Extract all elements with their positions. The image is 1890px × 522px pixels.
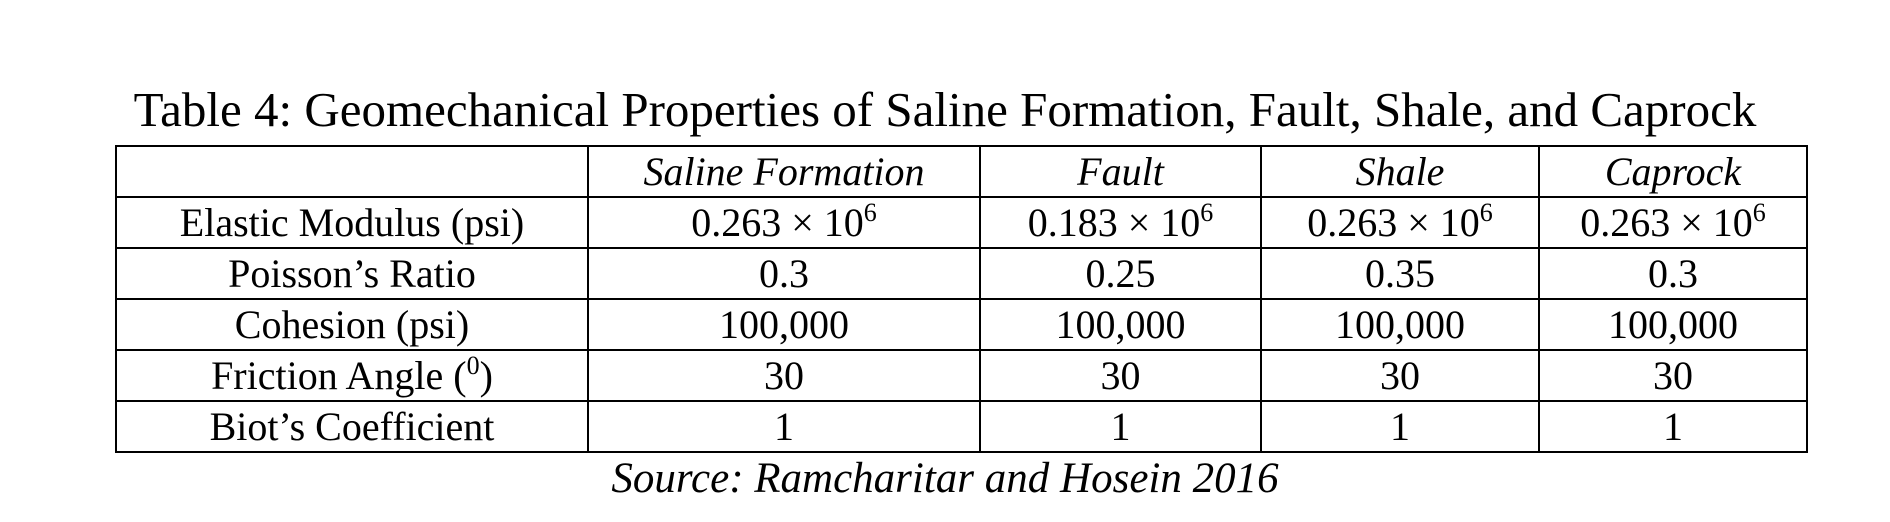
- row-label-poissons-ratio: Poisson’s Ratio: [116, 248, 588, 299]
- cell-cohesion-fault: 100,000: [980, 299, 1261, 350]
- table-row-elastic-modulus: [116, 197, 1807, 248]
- cell-mantissa: 0.263 × 10: [1307, 199, 1480, 245]
- cell-exponent: 6: [1479, 197, 1493, 227]
- cell-biots-coefficient-fault: 1: [980, 401, 1261, 452]
- geomechanical-properties-table: [115, 145, 1808, 453]
- cell-biots-coefficient-shale: 1: [1261, 401, 1539, 452]
- degree-superscript: 0: [466, 350, 480, 380]
- cell-elastic-modulus-caprock: [1539, 197, 1807, 248]
- table-caption: Table 4: Geomechanical Properties of Saline Formation, Fault, Shale, and Caprock: [133, 82, 1757, 137]
- row-label-friction-angle: [116, 350, 588, 401]
- table-row-friction-angle: [116, 350, 1807, 401]
- row-label-biots-coefficient: Biot’s Coefficient: [116, 401, 588, 452]
- cell-friction-angle-caprock: 30: [1539, 350, 1807, 401]
- cell-exponent: 6: [1752, 197, 1766, 227]
- table-source-note: Source: Ramcharitar and Hosein 2016: [611, 455, 1279, 502]
- cell-elastic-modulus-saline: [588, 197, 980, 248]
- table-header-row: [116, 146, 1807, 197]
- cell-friction-angle-saline: 30: [588, 350, 980, 401]
- row-label-elastic-modulus: Elastic Modulus (psi): [116, 197, 588, 248]
- cell-friction-angle-shale: 30: [1261, 350, 1539, 401]
- cell-biots-coefficient-saline: 1: [588, 401, 980, 452]
- cell-poissons-ratio-saline: 0.3: [588, 248, 980, 299]
- cell-mantissa: 0.263 × 10: [1580, 199, 1753, 245]
- cell-poissons-ratio-fault: 0.25: [980, 248, 1261, 299]
- cell-friction-angle-fault: 30: [980, 350, 1261, 401]
- table-row-biots-coefficient: [116, 401, 1807, 452]
- cell-mantissa: 0.183 × 10: [1027, 199, 1201, 245]
- friction-angle-label-close: ): [479, 352, 493, 398]
- cell-cohesion-caprock: 100,000: [1539, 299, 1807, 350]
- header-corner-cell: [116, 146, 588, 197]
- header-caprock: Caprock: [1539, 146, 1807, 197]
- cell-cohesion-shale: 100,000: [1261, 299, 1539, 350]
- header-shale: Shale: [1261, 146, 1539, 197]
- cell-mantissa: 0.263 × 10: [691, 199, 864, 245]
- header-saline-formation: Saline Formation: [588, 146, 980, 197]
- cell-biots-coefficient-caprock: 1: [1539, 401, 1807, 452]
- cell-exponent: 6: [863, 197, 877, 227]
- friction-angle-label-text: Friction Angle (: [211, 352, 467, 398]
- cell-poissons-ratio-shale: 0.35: [1261, 248, 1539, 299]
- table-row-poissons-ratio: [116, 248, 1807, 299]
- table-row-cohesion: [116, 299, 1807, 350]
- cell-cohesion-saline: 100,000: [588, 299, 980, 350]
- cell-exponent: 6: [1200, 197, 1214, 227]
- cell-elastic-modulus-shale: [1261, 197, 1539, 248]
- cell-poissons-ratio-caprock: 0.3: [1539, 248, 1807, 299]
- header-fault: Fault: [980, 146, 1261, 197]
- row-label-cohesion: Cohesion (psi): [116, 299, 588, 350]
- cell-elastic-modulus-fault: [980, 197, 1261, 248]
